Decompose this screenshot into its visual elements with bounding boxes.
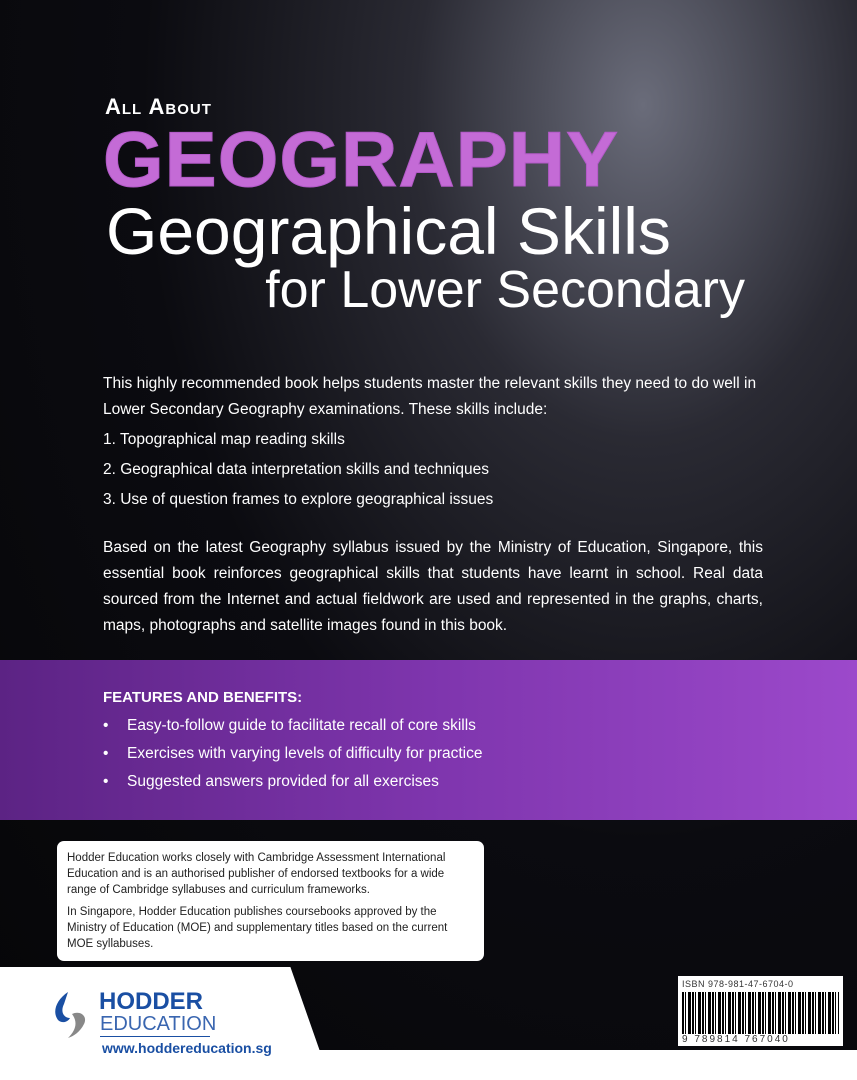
feature-item: • Exercises with varying levels of difficulty for practice bbox=[103, 745, 483, 762]
barcode-bars bbox=[682, 992, 839, 1034]
feature-text: Exercises with varying levels of difficulty for practice bbox=[127, 745, 483, 762]
barcode-digits: 9 789814 767040 bbox=[682, 1034, 790, 1045]
logo-divider bbox=[100, 1036, 210, 1037]
series-label: All About bbox=[105, 94, 212, 119]
feature-item: • Easy-to-follow guide to facilitate recall of core skills bbox=[103, 717, 476, 734]
feature-item: • Suggested answers provided for all exercises bbox=[103, 773, 439, 790]
book-title: Geographical Skills bbox=[106, 194, 671, 268]
skill-item: 1. Topographical map reading skills bbox=[103, 431, 345, 448]
intro-text: This highly recommended book helps students master the relevant skills they need to do well in Lower Secondary Geography examinations. These skills include: bbox=[103, 375, 757, 418]
feature-text: Easy-to-follow guide to facilitate recall of core skills bbox=[127, 717, 476, 734]
skill-item: 3. Use of question frames to explore geographical issues bbox=[103, 491, 494, 508]
description-section bbox=[103, 371, 763, 639]
description-paragraph: Based on the latest Geography syllabus issued by the Ministry of Education, Singapore, this essential book reinforces geographical skills that students have learnt in school. Real data sourced from the Internet and actual fieldwork are used and represented in the graphs, charts, maps, photographs and satellite images found in this book. bbox=[103, 539, 763, 634]
features-section bbox=[103, 688, 803, 800]
publisher-url[interactable]: www.hoddereducation.sg bbox=[102, 1040, 272, 1056]
features-heading: FEATURES AND BENEFITS: bbox=[103, 689, 303, 706]
publisher-name-line2: EDUCATION bbox=[100, 1013, 217, 1035]
publisher-info-box bbox=[57, 841, 484, 961]
feature-text: Suggested answers provided for all exercises bbox=[127, 773, 439, 790]
subject-title: GEOGRAPHY bbox=[103, 115, 620, 203]
isbn-barcode bbox=[678, 976, 843, 1046]
hodder-logo-icon bbox=[50, 990, 92, 1045]
isbn-text: ISBN 978-981-47-6704-0 bbox=[682, 979, 794, 989]
info-text: Hodder Education works closely with Cambridge Assessment International Education and is an authorised publisher of endorsed textbooks for a wide range of Cambridge syllabuses and curriculum frameworks. bbox=[67, 852, 446, 896]
publisher-name: HODDER bbox=[99, 988, 204, 1015]
info-text: In Singapore, Hodder Education publishes coursebooks approved by the Ministry of Education (MOE) and supplementary titles based on the current MOE syllabuses. bbox=[67, 906, 448, 950]
book-subtitle: for Lower Secondary bbox=[265, 261, 745, 319]
skill-item: 2. Geographical data interpretation skills and techniques bbox=[103, 461, 490, 478]
